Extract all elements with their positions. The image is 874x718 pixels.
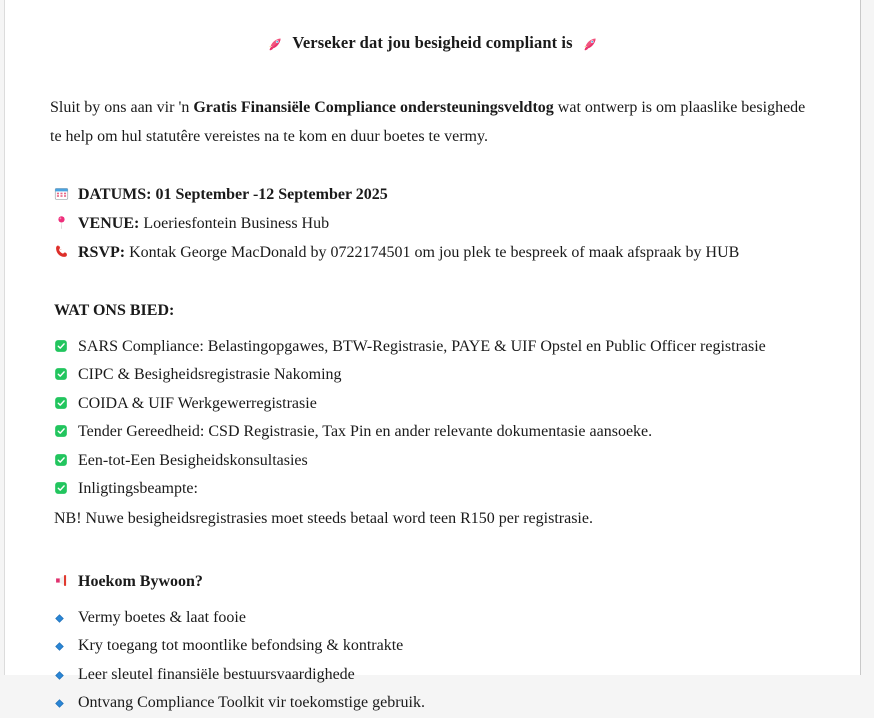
list-item-label: Kry toegang tot moontlike befondsing & kontrakte [78, 637, 404, 655]
rocket-icon [267, 35, 287, 54]
list-item [50, 390, 815, 419]
blue-diamond-icon [54, 632, 78, 661]
detail-value-dates: 01 September -12 September 2025 [151, 185, 388, 203]
blue-diamond-icon [54, 604, 78, 633]
calendar-icon [54, 181, 78, 209]
intro-paragraph [50, 93, 815, 151]
check-mark-icon [54, 333, 78, 362]
list-item-label: Een-tot-Een Besigheidskonsultasies [78, 451, 308, 469]
list-item-label: CIPC & Besigheidsregistrasie Nakoming [78, 366, 342, 384]
offer-list [50, 333, 815, 504]
detail-value-venue: Loeriesfontein Business Hub [139, 214, 330, 232]
document-page [4, 0, 861, 712]
intro-tail: wat ontwerp is om plaaslike besighede te help om hul statutêre vereistes na te kom en duur boetes te vermy. [50, 98, 806, 145]
blue-diamond-icon [54, 661, 78, 690]
blue-diamond-icon [54, 689, 78, 718]
check-mark-icon [54, 447, 78, 476]
check-mark-icon [54, 390, 78, 419]
list-item-label: SARS Compliance: Belastingopgawes, BTW-Registrasie, PAYE & UIF Opstel en Public Officer registrasie [78, 337, 766, 355]
document-content [5, 33, 860, 718]
detail-label-rsvp: RSVP: [78, 243, 126, 261]
detail-label-venue: VENUE: [78, 214, 140, 232]
detail-row-dates [50, 181, 815, 209]
list-item [50, 418, 815, 447]
list-item [50, 361, 815, 390]
detail-label-dates: DATUMS: [78, 185, 152, 203]
list-item [50, 447, 815, 476]
rocket-icon [582, 35, 598, 54]
list-item-label: COIDA & UIF Werkgewerregistrasie [78, 394, 317, 412]
list-item-label: Leer sleutel finansiële bestuursvaardighede [78, 665, 355, 683]
list-item [50, 333, 815, 362]
list-item-label: Tender Gereedheid: CSD Registrasie, Tax Pin en ander relevante dokumentasie aansoeke. [78, 423, 653, 441]
list-item [50, 475, 815, 504]
offer-section-heading: WAT ONS BIED: [54, 301, 175, 319]
event-details [50, 181, 815, 267]
location-pin-icon [54, 210, 78, 238]
detail-row-venue [50, 210, 815, 238]
list-item-label: Vermy boetes & laat fooie [78, 608, 246, 626]
why-list [50, 604, 815, 718]
list-item [50, 604, 815, 633]
detail-value-rsvp: Kontak George MacDonald by 0722174501 om jou plek te bespreek of maak afspraak by HUB [125, 243, 740, 261]
offer-note: NB! Nuwe besigheidsregistrasies moet steeds betaal word teen R150 per registrasie. [54, 509, 593, 527]
intro-lead: Sluit by ons aan vir 'n [50, 98, 194, 116]
telephone-icon [54, 239, 78, 267]
megaphone-icon [54, 569, 78, 595]
check-mark-icon [54, 361, 78, 390]
list-item [50, 632, 815, 661]
check-mark-icon [54, 418, 78, 447]
detail-row-rsvp [50, 239, 815, 267]
detail-text-dates [78, 181, 815, 209]
detail-text-venue [78, 210, 815, 238]
list-item-label: Inligtingsbeampte: [78, 480, 198, 498]
page-title-text: Verseker dat jou besigheid compliant is [292, 33, 573, 52]
check-mark-icon [54, 475, 78, 504]
list-item [50, 661, 815, 690]
list-item-label: Ontvang Compliance Toolkit vir toekomstige gebruik. [78, 694, 425, 712]
page-title [50, 33, 815, 55]
why-section-heading-text: Hoekom Bywoon? [78, 572, 203, 590]
detail-text-rsvp [78, 239, 815, 267]
why-section-heading [54, 569, 815, 595]
intro-highlight: Gratis Finansiële Compliance ondersteuningsveldtog [193, 98, 554, 116]
list-item [50, 689, 815, 718]
